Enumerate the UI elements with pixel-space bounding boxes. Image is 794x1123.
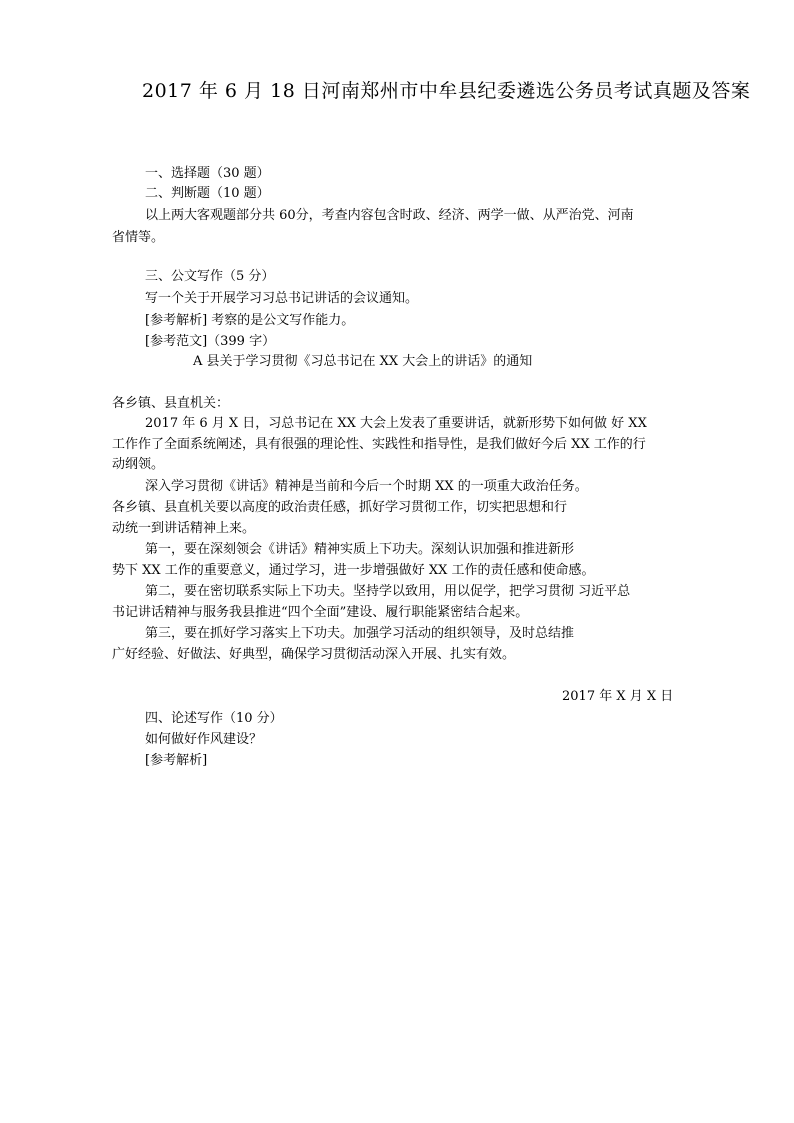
section-choice: 一、选择题（30 题） xyxy=(145,166,270,181)
paragraph-2-line-1: 深入学习贯彻《讲话》精神是当前和今后一个时期 XX 的一项重大政治任务。 xyxy=(145,479,588,494)
section-essay-writing: 四、论述写作（10 分） xyxy=(145,711,283,726)
section-judgment: 二、判断题（10 题） xyxy=(145,186,270,201)
paragraph-2-line-2: 各乡镇、县直机关要以高度的政治责任感，抓好学习贯彻工作，切实把思想和行 xyxy=(112,500,568,515)
document-title: 2017 年 6 月 18 日河南郑州市中牟县纪委遴选公务员考试真题及答案 xyxy=(142,80,751,102)
task-text: 写一个关于开展学习习总书记讲话的会议通知。 xyxy=(145,291,419,306)
analysis-label: [参考解析] 考察的是公文写作能力。 xyxy=(145,313,355,328)
intro-line-1: 以上两大客观题部分共 60分，考查内容包含时政、经济、两学一做、从严治党、河南 xyxy=(145,208,634,223)
section-official-writing: 三、公文写作（5 分） xyxy=(145,269,275,284)
paragraph-3-line-1: 第一，要在深刻领会《讲话》精神实质上下功夫。深刻认识加强和推进新形 xyxy=(145,542,575,557)
paragraph-4-line-2: 书记讲话精神与服务我县推进“四个全面”建设、履行职能紧密结合起来。 xyxy=(112,605,529,620)
paragraph-4-line-1: 第二，要在密切联系实际上下功夫。坚持学以致用，用以促学，把学习贯彻 习近平总 xyxy=(145,584,631,599)
paragraph-5-line-1: 第三，要在抓好学习落实上下功夫。加强学习活动的组织领导，及时总结推 xyxy=(145,626,575,641)
paragraph-5-line-2: 广好经验、好做法、好典型，确保学习贯彻活动深入开展、扎实有效。 xyxy=(112,647,516,662)
paragraph-3-line-2: 势下 XX 工作的重要意义，通过学习，进一步增强做好 XX 工作的责任感和使命感。 xyxy=(112,563,595,578)
intro-line-2: 省情等。 xyxy=(112,230,165,245)
notice-title: A 县关于学习贯彻《习总书记在 XX 大会上的讲话》的通知 xyxy=(193,354,533,369)
analysis-label-2: [参考解析] xyxy=(145,753,208,768)
essay-question: 如何做好作风建设？ xyxy=(145,732,263,747)
paragraph-2-line-3: 动统一到讲话精神上来。 xyxy=(112,521,256,536)
paragraph-1-line-1: 2017 年 6 月 X 日，习总书记在 XX 大会上发表了重要讲话，就新形势下如何做 好 XX xyxy=(145,416,647,431)
paragraph-1-line-3: 动纲领。 xyxy=(112,457,165,472)
salutation: 各乡镇、县直机关： xyxy=(112,396,230,411)
notice-date: 2017 年 X 月 X 日 xyxy=(562,689,674,704)
sample-label: [参考范文]（399 字） xyxy=(145,334,276,349)
paragraph-1-line-2: 工作作了全面系统阐述，具有很强的理论性、实践性和指导性，是我们做好今后 XX 工作的行 xyxy=(112,437,646,452)
